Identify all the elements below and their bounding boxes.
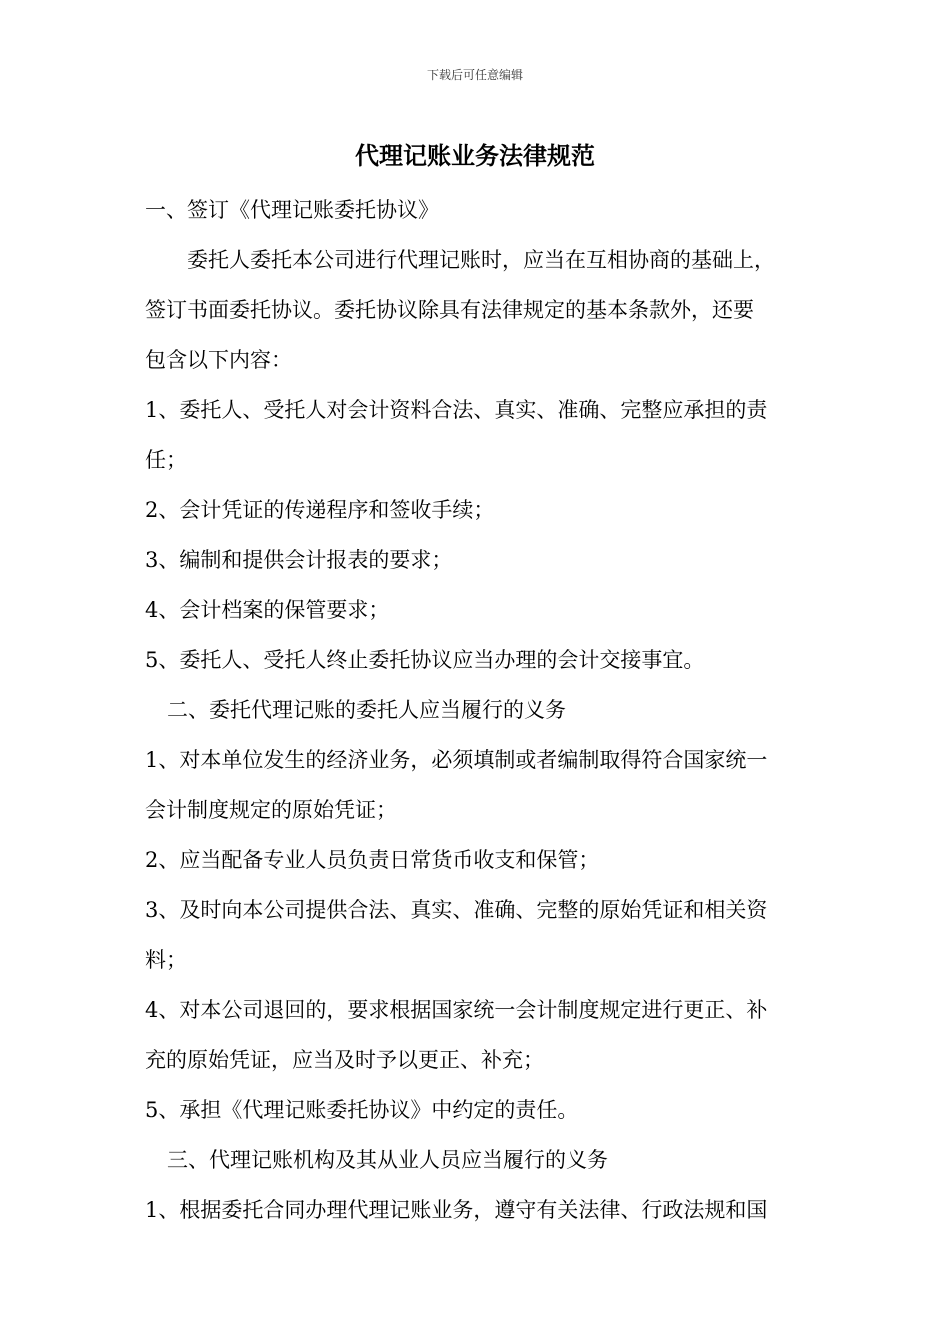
document-body bbox=[145, 185, 825, 1235]
header-note: 下载后可任意编辑 bbox=[426, 68, 523, 82]
text-line: 签订书面委托协议。委托协议除具有法律规定的基本条款外，还要 bbox=[145, 298, 754, 322]
text-line: 任； bbox=[145, 448, 187, 472]
text-line: 包含以下内容： bbox=[145, 348, 292, 372]
text-line: 1、委托人、受托人对会计资料合法、真实、准确、完整应承担的责 bbox=[145, 398, 768, 422]
text-line: 一、签订《代理记账委托协议》 bbox=[145, 198, 439, 222]
section-heading: 三、代理记账机构及其从业人员应当履行的义务 bbox=[167, 1148, 608, 1172]
text-line: 4、对本公司退回的，要求根据国家统一会计制度规定进行更正、补 bbox=[145, 998, 768, 1022]
text-line: 5、委托人、受托人终止委托协议应当办理的会计交接事宜。 bbox=[145, 648, 705, 672]
text-line: 充的原始凭证，应当及时予以更正、补充； bbox=[145, 1048, 544, 1072]
text-line: 委托人委托本公司进行代理记账时，应当在互相协商的基础上， bbox=[187, 248, 775, 272]
text-line: 4、会计档案的保管要求； bbox=[145, 598, 390, 622]
text-line: 2、会计凭证的传递程序和签收手续； bbox=[145, 498, 495, 522]
text-line: 料； bbox=[145, 948, 187, 972]
document-title: 代理记账业务法律规范 bbox=[355, 142, 595, 170]
text-line: 3、编制和提供会计报表的要求； bbox=[145, 548, 453, 572]
text-line: 5、承担《代理记账委托协议》中约定的责任。 bbox=[145, 1098, 579, 1122]
section-heading: 二、委托代理记账的委托人应当履行的义务 bbox=[167, 698, 566, 722]
text-line: 会计制度规定的原始凭证； bbox=[145, 798, 397, 822]
text-line: 1、根据委托合同办理代理记账业务，遵守有关法律、行政法规和国 bbox=[145, 1198, 768, 1222]
text-line: 1、对本单位发生的经济业务，必须填制或者编制取得符合国家统一 bbox=[145, 748, 768, 772]
text-line: 3、及时向本公司提供合法、真实、准确、完整的原始凭证和相关资 bbox=[145, 898, 768, 922]
text-line: 2、应当配备专业人员负责日常货币收支和保管； bbox=[145, 848, 600, 872]
